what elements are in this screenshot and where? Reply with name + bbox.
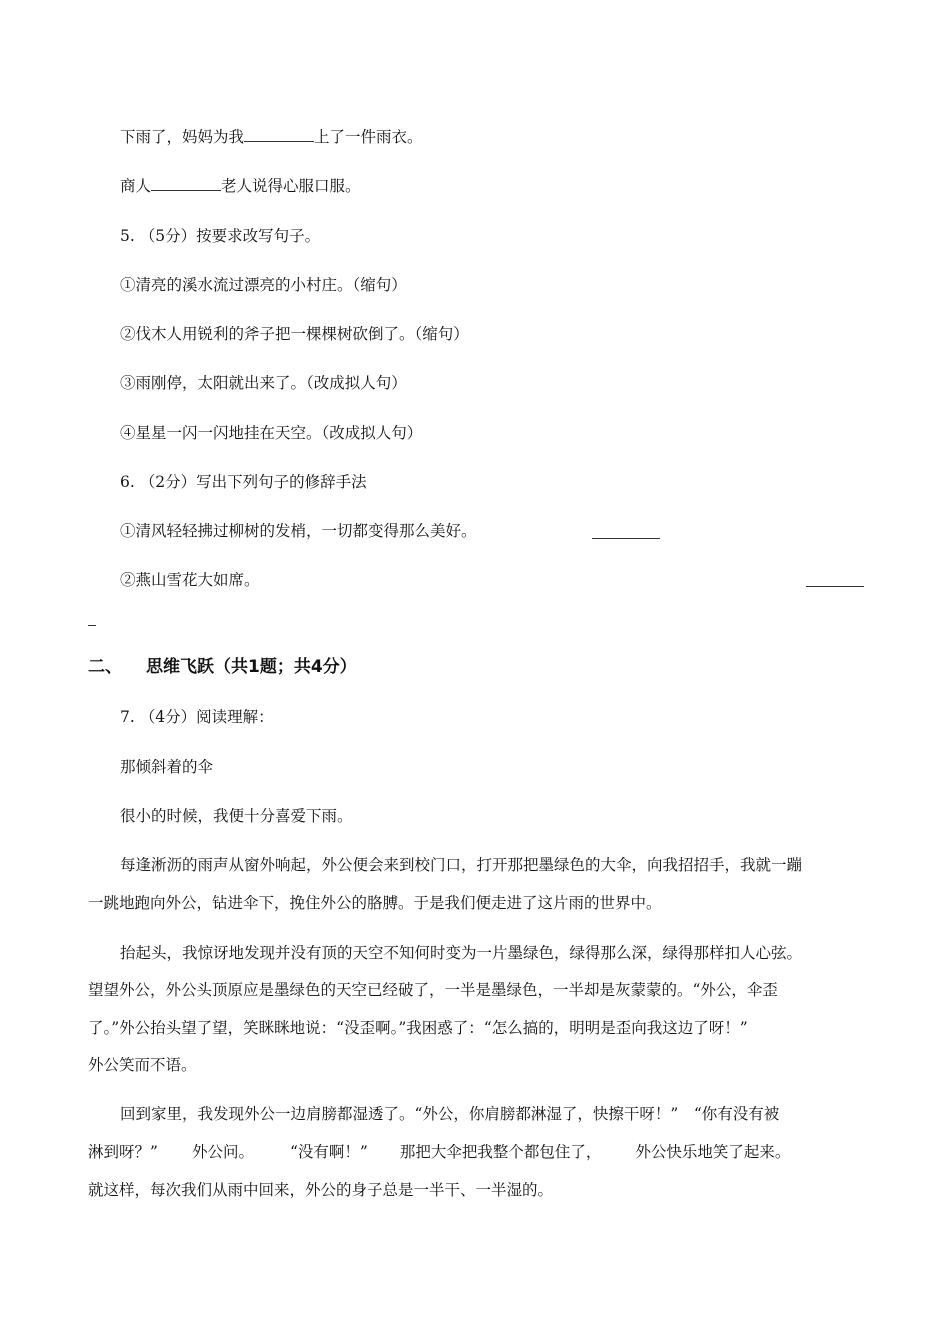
text: 外公快乐地笑了起来。: [635, 1143, 791, 1161]
section-heading: [88, 657, 357, 677]
section-number: 二、: [88, 657, 122, 677]
answer-blank[interactable]: [592, 538, 660, 539]
question-7: 7. （4分）阅读理解：: [120, 708, 274, 726]
text: 外公问。: [191, 1143, 254, 1161]
passage-paragraph-3-line-1: 抬起头，我惊讶地发现并没有顶的天空不知何时变为一片墨绿色，绿得那么深，绿得那样扣人心弦。: [120, 944, 803, 962]
text: 老人说得心服口服。: [221, 177, 361, 195]
passage-title: 那倾斜着的伞: [120, 758, 214, 776]
text: 下雨了，妈妈为我: [120, 128, 245, 146]
answer-blank[interactable]: [151, 176, 221, 191]
passage-paragraph-3-line-2: 望望外公，外公头顶原应是墨绿色的天空已经破了，一半是墨绿色，一半却是灰蒙蒙的。“外公，伞歪: [88, 981, 778, 999]
passage-paragraph-3-line-4: 外公笑而不语。: [88, 1056, 197, 1074]
passage-paragraph-3-line-3: 了。”外公抬头望了望，笑眯眯地说：“没歪啊。”我困惑了：“怎么搞的，明明是歪向我这边了呀！”: [88, 1019, 748, 1037]
passage-paragraph-4-line-2: [88, 1142, 790, 1162]
fill-blank-line-2: [120, 176, 361, 196]
answer-blank-continuation: [88, 625, 96, 626]
question-6-item-2: ②燕山雪花大如席。: [120, 571, 260, 589]
passage-paragraph-4-line-3: 就这样，每次我们从雨中回来，外公的身子总是一半干、一半湿的。: [88, 1181, 554, 1199]
question-5-item-3: ③雨刚停，太阳就出来了。（改成拟人句）: [120, 374, 407, 392]
question-5-item-4: ④星星一闪一闪地挂在天空。（改成拟人句）: [120, 424, 423, 442]
text: 那把大伞把我整个都包住了，: [399, 1143, 602, 1161]
passage-paragraph-4-line-1: 回到家里，我发现外公一边肩膀都湿透了。“外公，你肩膀都淋湿了，快擦干呀！” “你有没有被: [120, 1105, 780, 1123]
passage-paragraph-2-line-2: 一跳地跑向外公，钻进伞下，挽住外公的胳膊。于是我们便走进了这片雨的世界中。: [88, 894, 662, 912]
text: “没有啊！”: [289, 1143, 368, 1161]
question-5: 5. （5分）按要求改写句子。: [120, 227, 321, 245]
text: 商人: [120, 177, 152, 195]
fill-blank-line-1: [120, 127, 423, 147]
text: 淋到呀？”: [88, 1143, 158, 1161]
passage-paragraph-2-line-1: 每逢淅沥的雨声从窗外响起，外公便会来到校门口，打开那把墨绿色的大伞，向我招招手，我就一蹦: [120, 856, 803, 874]
answer-blank[interactable]: [244, 127, 314, 142]
text: 上了一件雨衣。: [314, 128, 423, 146]
question-5-item-1: ①清亮的溪水流过漂亮的小村庄。（缩句）: [120, 276, 407, 294]
section-title: 思维飞跃（共1题；共4分）: [146, 657, 357, 677]
question-6: 6. （2分）写出下列句子的修辞手法: [120, 473, 367, 491]
question-5-item-2: ②伐木人用锐利的斧子把一棵棵树砍倒了。（缩句）: [120, 325, 469, 343]
answer-blank[interactable]: [806, 586, 864, 587]
passage-paragraph-1: 很小的时候，我便十分喜爱下雨。: [120, 807, 353, 825]
question-6-item-1: ①清风轻轻拂过柳树的发梢，一切都变得那么美好。: [120, 522, 477, 540]
